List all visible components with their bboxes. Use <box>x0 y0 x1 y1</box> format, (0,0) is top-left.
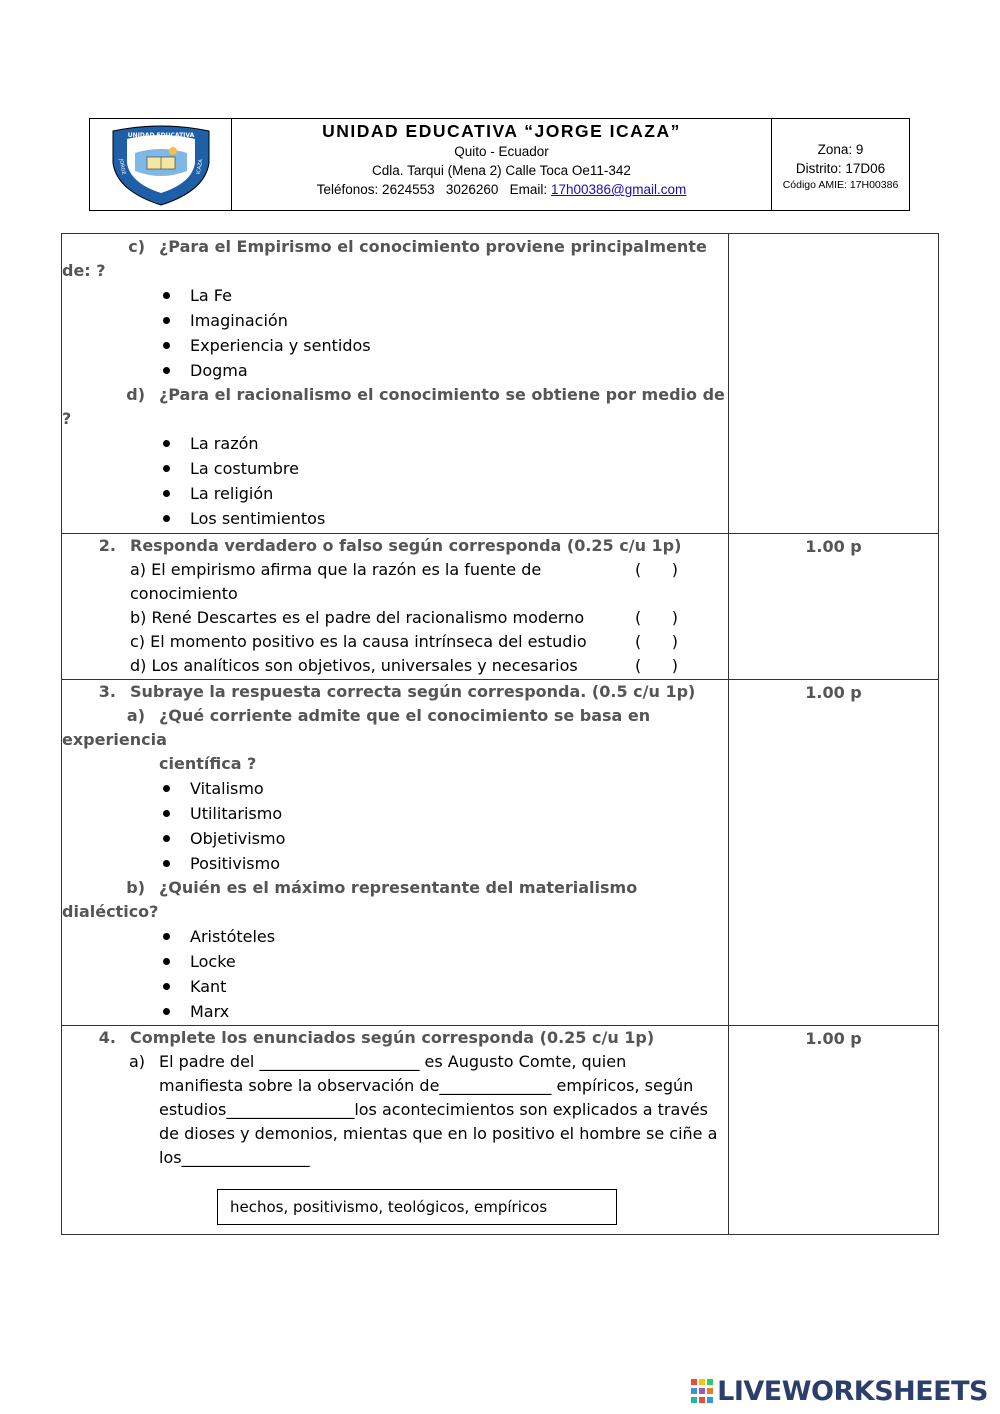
answer-blank[interactable]: ( ) <box>635 560 678 579</box>
q2-row <box>62 534 939 680</box>
q3b-option[interactable]: Aristóteles <box>62 924 728 949</box>
q2-title: 2. Responda verdadero o falso según corresponda (0.25 c/u 1p) <box>98 536 682 555</box>
q3a-option[interactable]: Positivismo <box>62 851 728 876</box>
school-zone-info <box>772 119 909 210</box>
school-contact <box>232 180 771 199</box>
answer-blank[interactable]: ( ) <box>635 632 678 651</box>
tf-item: b) René Descartes es el padre del racionalismo moderno ( ) <box>62 606 728 630</box>
q2-cell <box>62 534 729 680</box>
liveworksheets-brand <box>691 1376 988 1410</box>
zone-label: Zona: 9 <box>817 142 864 157</box>
district-label: Distrito: 17D06 <box>795 161 886 176</box>
q1d-option[interactable]: La religión <box>62 481 728 506</box>
q1d-question: d) ¿Para el racionalismo el conocimiento se obtiene por medio de ? <box>62 385 725 428</box>
tf-item: d) Los analíticos son objetivos, universales y necesarios ( ) <box>62 654 728 678</box>
q1c-question: c) ¿Para el Empirismo el conocimiento proviene principalmente de: ? <box>62 237 707 280</box>
q1-score-cell <box>729 234 939 534</box>
answer-blank[interactable]: ( ) <box>635 656 678 675</box>
school-info <box>232 119 772 210</box>
school-city: Quito - Ecuador <box>454 144 549 159</box>
q4-row <box>62 1026 939 1235</box>
tf-item: a) El empirismo afirma que la razón es la fuente de conocimiento ( ) <box>62 558 728 606</box>
q4a-line: de dioses y demonios, mientas que en lo positivo el hombre se ciñe a <box>159 1124 718 1143</box>
answer-blank[interactable]: ( ) <box>635 608 678 627</box>
q1-cell <box>62 234 729 534</box>
q1c-option[interactable]: Imaginación <box>62 308 728 333</box>
q4a-line: manifiesta sobre la observación de______________ empíricos, según <box>159 1076 694 1095</box>
q4-cell <box>62 1026 729 1235</box>
q3-title: 3. Subraye la respuesta correcta según corresponda. (0.5 c/u 1p) <box>98 682 696 701</box>
word-bank: hechos, positivismo, teológicos, empíricos <box>217 1189 617 1225</box>
q4a-line: estudios________________los acontecimientos son explicados a través <box>159 1100 708 1119</box>
worksheet-table <box>61 233 939 1235</box>
q1c-option[interactable]: Experiencia y sentidos <box>62 333 728 358</box>
q3-row <box>62 680 939 1026</box>
school-address: Cdla. Tarqui (Mena 2) Calle Toca Oe11-342 <box>372 163 631 178</box>
q3a-question: a) ¿Qué corriente admite que el conocimiento se basa en experiencia <box>62 706 651 749</box>
q3a-question-cont: científica ? <box>159 754 257 773</box>
school-name: UNIDAD EDUCATIVA “JORGE ICAZA” <box>322 121 681 141</box>
q3b-option[interactable]: Marx <box>62 999 728 1024</box>
svg-text:ICAZA: ICAZA <box>195 158 204 175</box>
liveworksheets-logo-icon <box>691 1379 713 1410</box>
svg-text:JORGE: JORGE <box>117 157 126 175</box>
q1d-option[interactable]: Los sentimientos <box>62 506 728 531</box>
q4-score: 1.00 p <box>729 1026 939 1235</box>
q4-title: 4. Complete los enunciados según corresponda (0.25 c/u 1p) <box>98 1028 655 1047</box>
q3b-option[interactable]: Locke <box>62 949 728 974</box>
q4a-line: a) El padre del ____________________ es Augusto Comte, quien <box>128 1052 627 1071</box>
q1-row <box>62 234 939 534</box>
q3b-question: b) ¿Quién es el máximo representante del materialismo dialéctico? <box>62 878 638 921</box>
q3a-option[interactable]: Vitalismo <box>62 776 728 801</box>
q3a-option[interactable]: Objetivismo <box>62 826 728 851</box>
school-header <box>89 118 910 211</box>
amie-code: Código AMIE: 17H00386 <box>782 179 899 191</box>
q1d-option[interactable]: La costumbre <box>62 456 728 481</box>
school-email-link[interactable]: 17h00386@gmail.com <box>550 182 687 197</box>
svg-text:UNIDAD EDUCATIVA: UNIDAD EDUCATIVA <box>127 131 194 139</box>
brand-text: LIVEWORKSHEETS <box>717 1376 988 1407</box>
school-logo <box>90 119 232 210</box>
q3-cell <box>62 680 729 1026</box>
q3a-option[interactable]: Utilitarismo <box>62 801 728 826</box>
q2-score: 1.00 p <box>729 534 939 680</box>
tf-item: c) El momento positivo es la causa intrínseca del estudio ( ) <box>62 630 728 654</box>
school-phones: Teléfonos: 2624553 3026260 Email: <box>316 182 551 197</box>
q3b-option[interactable]: Kant <box>62 974 728 999</box>
q4a-line: los________________ <box>159 1148 310 1167</box>
q1d-option[interactable]: La razón <box>62 431 728 456</box>
q1c-option[interactable]: Dogma <box>62 358 728 383</box>
q3-score: 1.00 p <box>729 680 939 1026</box>
q1c-option[interactable]: La Fe <box>62 283 728 308</box>
